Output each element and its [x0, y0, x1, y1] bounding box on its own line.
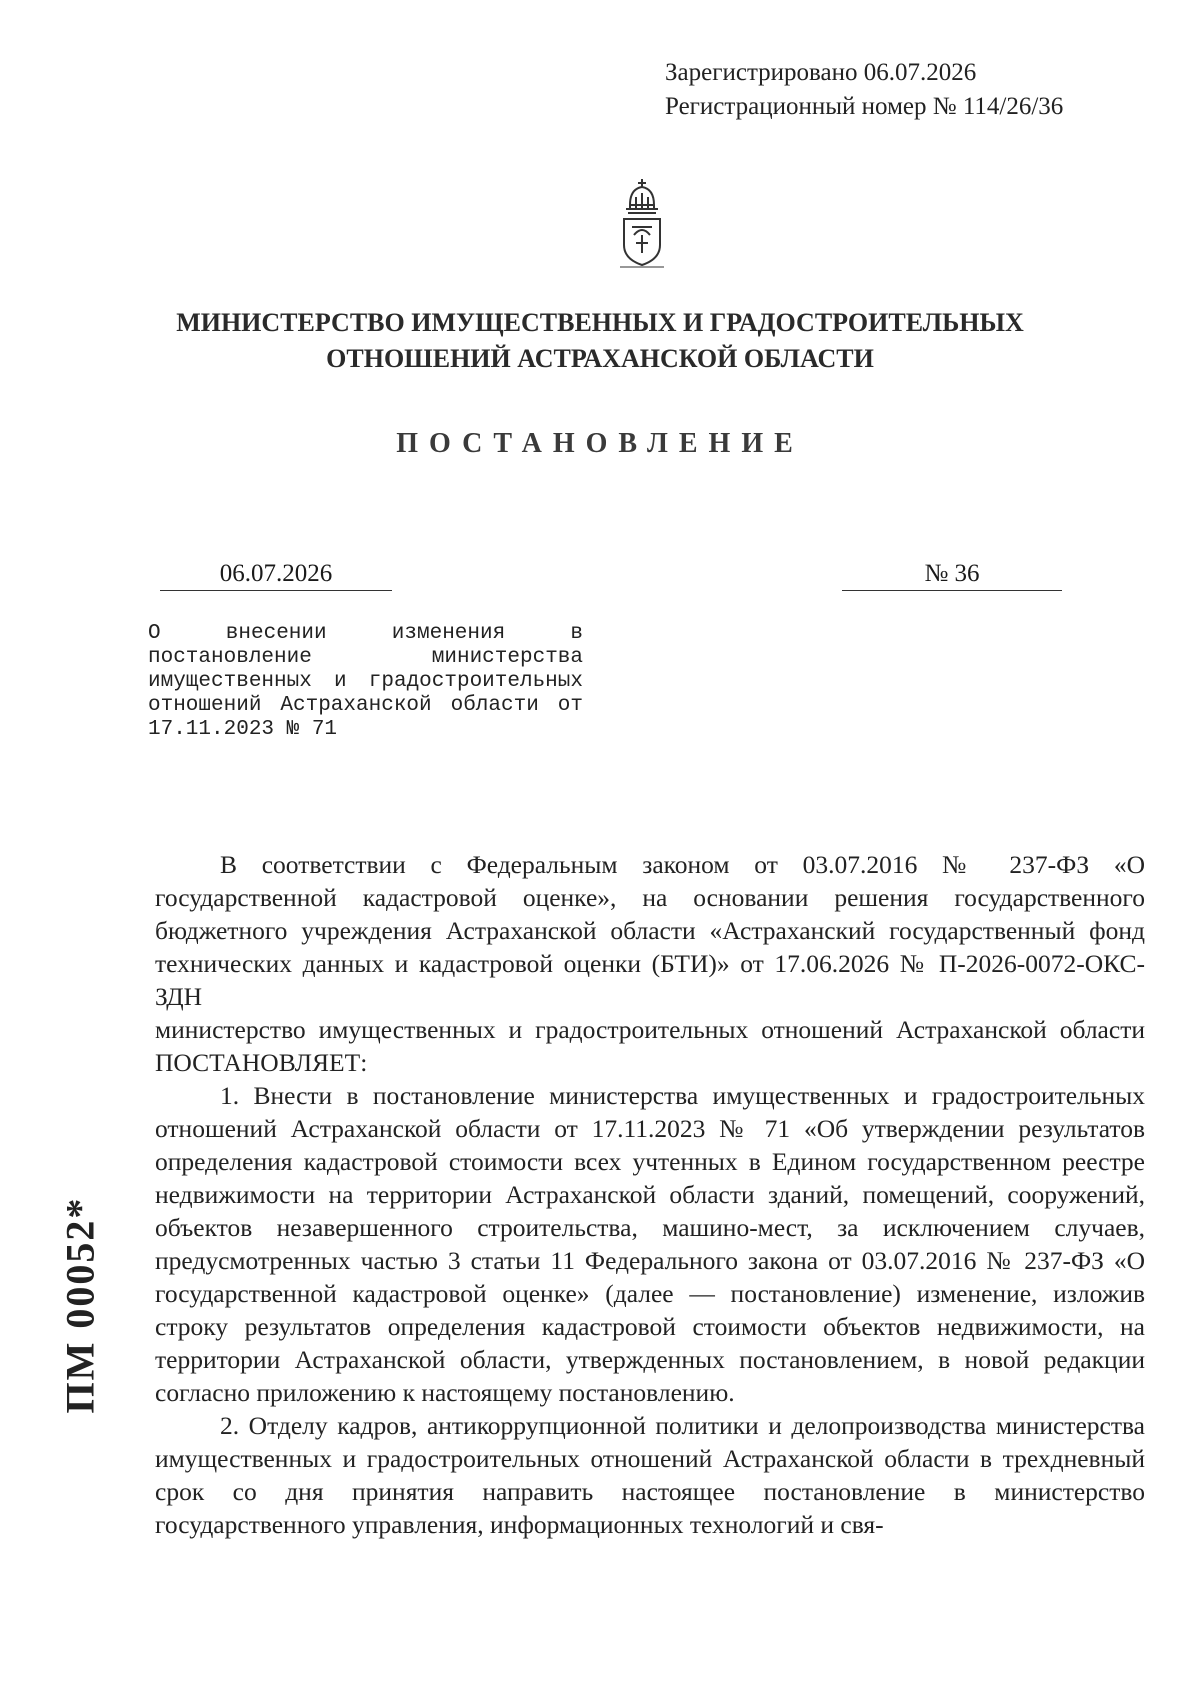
item-1-paragraph: 1. Внести в постановление министерства имущественных и градостроительных отношений Астраханской области от 17.11.2023 № 71 «Об утверждении результатов определения кадастровой стоимости всех учтенных в Едином государственном реестре недвижимости на территории Астраханской области зданий, помещений, сооружений, объектов незавершенного строительства, машино-мест, за исключением случаев, предусмотренных частью 3 статьи 11 Федерального закона от 03.07.2016 № 237-ФЗ «О государственной кадастровой оценке» (далее — постановление) изменение, изложив строку результатов определения кадастровой стоимости объектов недвижимости, на территории Астраханской области, утвержденных постановлением, в новой редакции согласно приложению к настоящему постановлению. — [155, 1081, 1145, 1407]
document-body — [155, 848, 1145, 1541]
side-stamp — [50, 1140, 110, 1470]
document-subject: О внесении изменения в постановление министерства имущественных и градостроительных отношений Астраханской области от 17.11.2023 № 71 — [148, 622, 583, 741]
document-number: № 36 — [842, 558, 1062, 591]
ministry-name — [0, 305, 1200, 377]
document-type-heading: ПОСТАНОВЛЕНИЕ — [396, 428, 804, 459]
coat-of-arms-emblem-icon — [612, 175, 672, 271]
registration-date: Зарегистрировано 06.07.2026 — [665, 59, 977, 86]
registration-number: Регистрационный номер № 114/26/36 — [665, 93, 1064, 120]
preamble-paragraph: В соответствии с Федеральным законом от 03.07.2016 № 237-ФЗ «О государственной кадастровой оценке», на основании решения государственного бюджетного учреждения Астраханской области «Астраханский государственный фонд технических данных и кадастровой оценки (БТИ)» от 17.06.2026 № П-2026-0072-ОКС-ЗДН — [155, 850, 1145, 1011]
ministry-name-line-1: МИНИСТЕРСТВО ИМУЩЕСТВЕННЫХ И ГРАДОСТРОИТЕЛЬНЫХ — [176, 308, 1024, 337]
ministry-name-line-2: ОТНОШЕНИЙ АСТРАХАНСКОЙ ОБЛАСТИ — [326, 344, 874, 373]
decree-paragraph: министерство имущественных и градостроительных отношений Астраханской области ПОСТАНОВЛЯЕТ: — [155, 1015, 1145, 1077]
item-2-paragraph: 2. Отделу кадров, антикоррупционной политики и делопроизводства министерства имущественных и градостроительных отношений Астраханской области в трехдневный срок со дня принятия направить настоящее постановление в министерство государственного управления, информационных технологий и свя- — [155, 1411, 1145, 1539]
registration-block — [665, 56, 1063, 124]
document-date: 06.07.2026 — [160, 558, 392, 591]
side-stamp-text: ПМ 00052* — [57, 1196, 103, 1414]
